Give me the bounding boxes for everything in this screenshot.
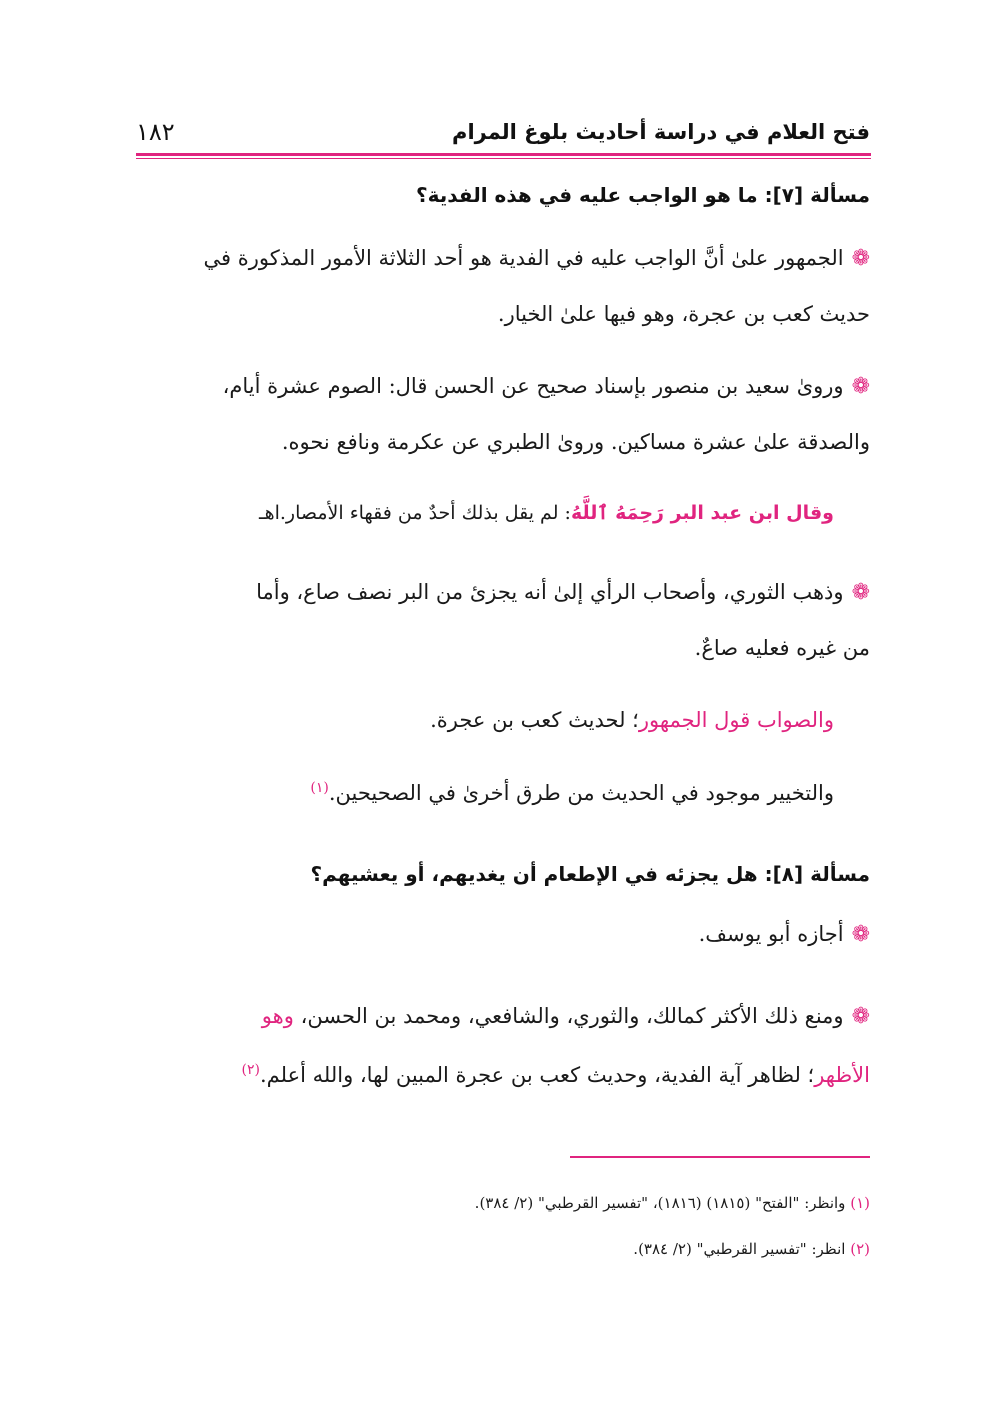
question-heading-7 — [416, 183, 870, 207]
conclusion-highlight: والصواب قول الجمهور — [638, 708, 834, 732]
paragraph-line — [204, 246, 870, 271]
paragraph-text: ؛ لظاهر آية الفدية، وحديث كعب بن عجرة المبين لها، والله أعلم. — [260, 1063, 815, 1087]
paragraph-line — [310, 780, 834, 805]
question-text: هل يجزئه في الإطعام أن يغديهم، أو يعشيهم؟ — [310, 862, 758, 886]
quoted-scholar: وقال ابن عبد البر رَحِمَهُ ٱللَّهُ — [570, 502, 834, 524]
highlight-text: وهو — [261, 1004, 294, 1028]
paragraph-text: والتخيير موجود في الحديث من طرق أخرىٰ في الصحيحين. — [328, 781, 834, 805]
footnote-number: (٢) — [850, 1240, 870, 1258]
header-divider — [136, 153, 871, 156]
paragraph-line — [223, 374, 870, 399]
flower-ornament-icon: ❁ — [851, 374, 870, 399]
quote-text: : لم يقل بذلك أحدٌ من فقهاء الأمصار.اهـ — [259, 502, 571, 524]
paragraph-text: والصدقة علىٰ عشرة مساكين. ورویٰ الطبري عن عكرمة ونافع نحوه. — [281, 430, 870, 454]
header-divider-thin — [136, 158, 871, 159]
quote-line — [259, 502, 834, 524]
paragraph-line — [498, 302, 870, 326]
paragraph-line — [282, 430, 870, 454]
footnote-text: وانظر: "الفتح" (١٨١٥) (١٨١٦)، "تفسير القرطبي" (٢/ ٣٨٤). — [474, 1194, 846, 1212]
paragraph-text: ورویٰ سعيد بن منصور بإسناد صحيح عن الحسن قال: الصوم عشرة أيام، — [222, 374, 844, 398]
footnote-ref[interactable]: (٢) — [241, 1062, 260, 1078]
paragraph-text: ومنع ذلك الأكثر كمالك، والثوري، والشافعي، ومحمد بن الحسن، — [300, 1004, 844, 1028]
footnote-number: (١) — [850, 1194, 870, 1212]
running-header — [136, 118, 870, 152]
footnote-1 — [475, 1194, 870, 1212]
paragraph-line — [262, 1004, 870, 1029]
flower-ornament-icon: ❁ — [851, 1004, 870, 1029]
paragraph-line — [242, 1062, 870, 1087]
question-text: ما هو الواجب عليه في هذه الفدية؟ — [416, 183, 758, 207]
paragraph-text: من غيره فعليه صاعٌ. — [694, 636, 870, 660]
paragraph-line — [699, 922, 870, 947]
paragraph-text: حديث كعب بن عجرة، وهو فيها علىٰ الخيار. — [497, 302, 870, 326]
conclusion-text: ؛ لحديث كعب بن عجرة. — [430, 708, 639, 732]
page-number: ١٨٢ — [136, 118, 175, 146]
paragraph-text: أجازه أبو يوسف. — [698, 922, 844, 946]
conclusion-line — [430, 708, 834, 732]
footnote-2 — [633, 1240, 870, 1258]
paragraph-line — [256, 580, 870, 605]
flower-ornament-icon: ❁ — [851, 246, 870, 271]
book-title: فتح العلام في دراسة أحاديث بلوغ المرام — [452, 120, 870, 144]
paragraph-line — [695, 636, 870, 660]
footnote-text: انظر: "تفسير القرطبي" (٢/ ٣٨٤). — [633, 1240, 846, 1258]
footnote-divider — [570, 1156, 870, 1158]
paragraph-text: الجمهور علىٰ أنَّ الواجب عليه في الفدية هو أحد الثلاثة الأمور المذكورة في — [203, 246, 844, 270]
question-heading-8 — [310, 862, 870, 886]
highlight-text: الأظهر — [814, 1063, 870, 1087]
footnote-ref[interactable]: (١) — [310, 780, 329, 796]
flower-ornament-icon: ❁ — [851, 922, 870, 947]
paragraph-text: وذهب الثوري، وأصحاب الرأي إلىٰ أنه يجزئ من البر نصف صاع، وأما — [256, 580, 844, 604]
question-label: مسألة [٨]: — [764, 862, 870, 886]
question-label: مسألة [٧]: — [764, 183, 870, 207]
flower-ornament-icon: ❁ — [851, 580, 870, 605]
